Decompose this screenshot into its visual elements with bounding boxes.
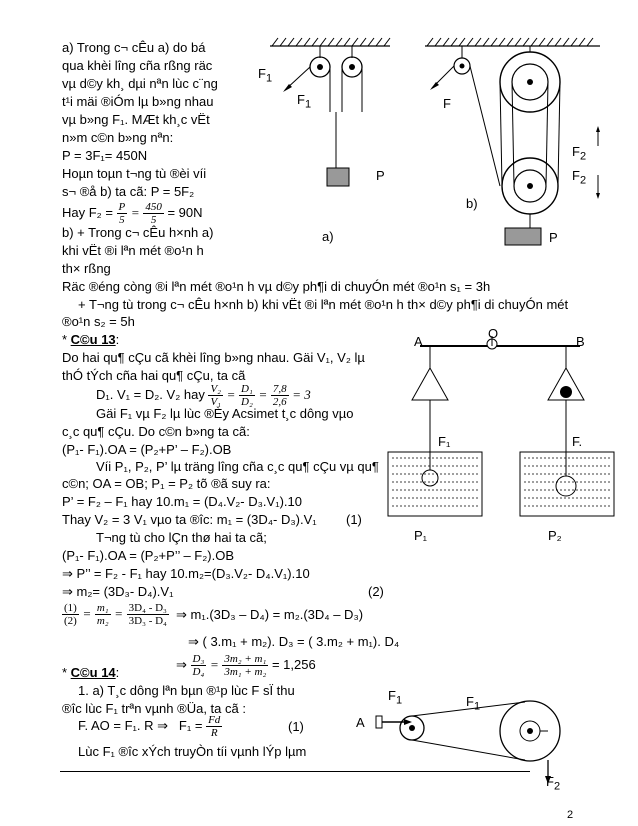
eq-text: D₁. V₁ = D₂. V₂ hay (96, 387, 205, 402)
eq-text: Hay F₂ = (62, 205, 113, 220)
text-line: P’ = F₂ – F₁ hay 10.m₁ = (D₄.V₂- D₃.V₁).10 (62, 494, 302, 509)
text-line: Víi P₁, P₂, P’ lµ träng lîng cña c¸c qu¶ cÇu vµ qu¶ (96, 459, 379, 474)
caption-b: b) (466, 196, 478, 211)
eq-text: = 90N (167, 205, 203, 220)
numerator: 7,8 (272, 383, 287, 396)
equation-line: $\frac{(1)}{(2)}$ = $\frac{\text{m₁}}{\text{m₂}}$ = $\frac{\text{3D₄ - D₃}}{\text{3D₃ - D₄}}$ (64, 602, 167, 628)
colon: : (115, 665, 120, 680)
text-line: a) Trong c¬ cÊu a) do bá (62, 40, 206, 55)
eq-sign: = (258, 387, 268, 402)
text-line: (P₁- F₁).OA = (P₂+P’’ – F₂).OB (62, 548, 235, 563)
bike-figure (376, 701, 560, 784)
numerator: 3D₄ - D₃ (128, 602, 167, 615)
text-line: ⇒ ( 3.m₁ + m₂). D₃ = ( 3.m₂ + m₁). D₄ (188, 634, 400, 649)
text-line: 1. a) T¸c dông lªn bµn ®¹p lùc F sÏ thu (78, 683, 295, 698)
text-line: qua khèi lîng cña rßng räc (62, 58, 213, 73)
label-A: A (356, 715, 365, 730)
numerator: Fd (208, 714, 221, 727)
text-line: th× rßng (62, 261, 111, 276)
text-line: Hoµn toµn t¬ng tù ®èi víi (62, 166, 207, 181)
text-line: ⇒ m₂= (3D₃- D₄).V₁ (62, 584, 174, 599)
text-line: vµ b»ng F₁. MÆt kh¸c vËt (62, 112, 210, 127)
text-line: P = 3F₁= 450N (62, 148, 148, 163)
text-line: c¸c qu¶ cÇu. Do c©n b»ng ta cã: (62, 424, 250, 439)
label-F2: $F_2$ (572, 144, 587, 163)
label-F2: F. (572, 434, 583, 449)
numerator: D₁ (241, 383, 253, 396)
text-line: ⇒ m₁.(3D₃ – D₄) = m₂.(3D₄ – D₃) (176, 607, 364, 622)
label-P2: P₂ (548, 528, 562, 543)
denominator: 5 (150, 214, 157, 227)
text-line: Thay V₂ = 3 V₁ vµo ta ®îc: m₁ = (3D₄- D₃).V₁ (62, 512, 317, 527)
text-line: Lùc F₁ ®îc xÝch truyÒn tíi vµnh lÝp lµm (78, 744, 307, 759)
eq-text: = 1,256 (271, 657, 316, 672)
eq-sign: = (130, 205, 140, 220)
numerator: V₂ (210, 383, 221, 396)
text-line: T¬ng tù cho lÇn thø hai ta cã; (96, 530, 267, 545)
label-F2: $F_2$ (572, 168, 587, 187)
text-line: thÓ tÝch cña hai qu¶ cÇu, ta cã (62, 368, 246, 383)
question-title: C©u 13 (70, 332, 116, 347)
label-F1: $F_1$ (297, 92, 312, 111)
equation-line: ⇒ $\frac{\text{D₃}}{\text{D₄}}$ = $\frac{\text{3m₂ + m₁}}{\text{3m₁ + m₂}}$ = 1,256 (176, 653, 316, 679)
text-line: khi vËt ®i lªn mét ®o¹n h (62, 243, 204, 258)
text-line: ®îc lùc F₁ trªn vµnh ®Üa, ta cã : (62, 701, 246, 716)
denominator: 3m₁ + m₂ (224, 666, 267, 679)
denominator: m₂ (96, 615, 109, 628)
numerator: 3m₂ + m₁ (224, 653, 267, 666)
eq-number: (2) (368, 584, 384, 599)
label-F: F (443, 96, 451, 111)
label-F2: $F_2$ (546, 774, 561, 793)
label-P: P (376, 168, 385, 183)
label-O: O (488, 326, 499, 341)
text-line: s¬ ®å b) ta cã: P = 5F₂ (62, 184, 195, 199)
text-line: vµ d©y kh¸ dµi nªn lùc c¨ng (62, 76, 218, 91)
text-line: ®o¹n s₂ = 5h (62, 314, 135, 329)
page-number: 2 (567, 809, 574, 821)
text-line: Gäi F₁ vµ F₂ lµ lùc ®Èy Acsimet t¸c dông vµo (96, 406, 354, 421)
denominator: 5 (119, 214, 125, 227)
pulley-figure-b (425, 38, 600, 245)
bullet: * (62, 332, 71, 347)
label-F1: $F_1$ (466, 694, 481, 713)
text-line: t¹i mäi ®iÓm lµ b»ng nhau (62, 94, 214, 109)
denominator: D₂ (241, 396, 253, 409)
denominator: R (210, 727, 218, 740)
pulley-figure-a (270, 38, 390, 186)
eq-text: = 3 (292, 387, 311, 402)
caption-a: a) (322, 229, 334, 244)
denominator: V₁ (210, 396, 221, 409)
label-B: B (576, 334, 585, 349)
colon: : (115, 332, 120, 347)
numerator: D₃ (192, 653, 205, 666)
eq-number: (1) (346, 512, 362, 527)
question-title: C©u 14 (70, 665, 116, 680)
bullet: * (62, 665, 71, 680)
label-P: P (549, 230, 558, 245)
text-line: c©n; OA = OB; P₁ = P₂ tõ ®ã suy ra: (62, 476, 271, 491)
denominator: 2,6 (272, 396, 287, 409)
denominator: (2) (64, 615, 77, 628)
label-F1: $F_1$ (388, 688, 403, 707)
text-line: + T¬ng tù trong c¬ cÊu h×nh b) khi vËt ®i lªn mét ®o¹n h th× d©y ph¶i di chuyÓn mét (78, 297, 569, 312)
denominator: D₄ (192, 666, 205, 679)
label-A: A (414, 334, 423, 349)
text-line: (P₁- F₁).OA = (P₂+P’ – F₂).OB (62, 442, 232, 457)
text-line: Do hai qu¶ cÇu cã khèi lîng b»ng nhau. Gäi V₁, V₂ lµ (62, 350, 365, 365)
text-line: n»m c©n b»ng nªn: (62, 130, 174, 145)
eq-number: (1) (288, 719, 304, 734)
label-P1: P₁ (414, 528, 428, 543)
label-F1: $F_1$ (258, 66, 273, 85)
eq-text: F. AO = F₁. R ⇒ (78, 718, 169, 733)
denominator: 3D₃ - D₄ (128, 615, 167, 628)
text-line: Räc ®éng còng ®i lªn mét ®o¹n h vµ d©y ph¶i di chuyÓn mét ®o¹n s₁ = 3h (62, 279, 491, 294)
numerator: (1) (64, 602, 77, 615)
eq-text: F₁ = (178, 718, 203, 733)
text-line: ⇒ P’’ = F₂ - F₁ hay 10.m₂=(D₃.V₂- D₄.V₁).10 (62, 566, 310, 581)
balance-figure (388, 336, 614, 516)
numerator: m₁ (96, 602, 109, 615)
label-F1: F₁ (438, 434, 451, 449)
text-line: b) + Trong c¬ cÊu h×nh a) (62, 225, 214, 240)
numerator: P (118, 201, 126, 214)
numerator: 450 (145, 201, 162, 214)
eq-sign: = (226, 387, 236, 402)
